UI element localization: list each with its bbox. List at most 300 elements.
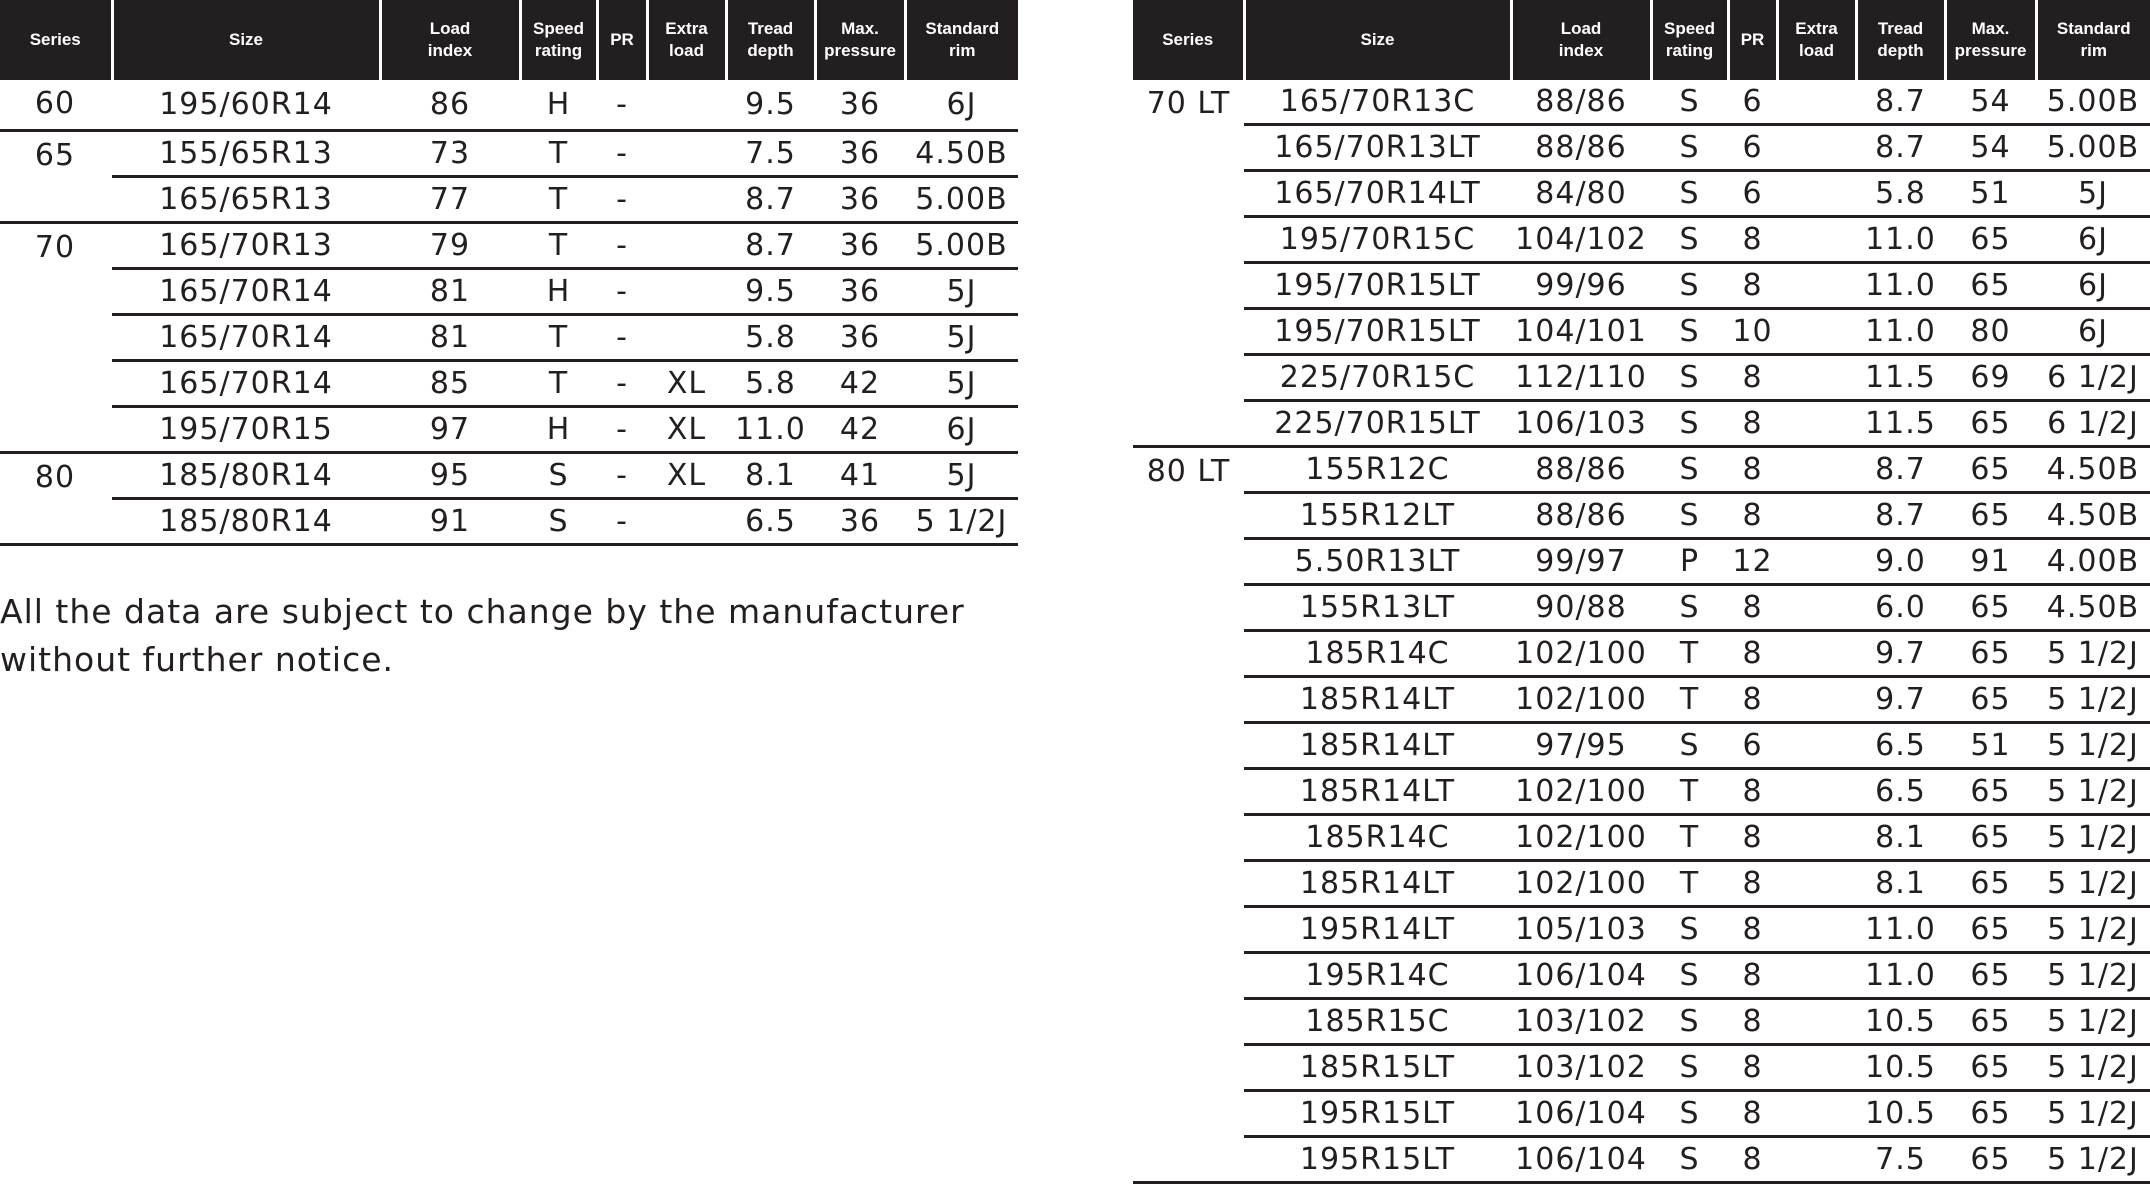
- size-cell: 155/65R13: [112, 131, 380, 177]
- tread-depth-cell: 9.5: [726, 80, 815, 131]
- table-row: [1133, 1137, 2150, 1183]
- pr-cell: 8: [1728, 1091, 1777, 1137]
- tread-depth-cell: 11.0: [1856, 953, 1945, 999]
- extra-load-cell: XL: [647, 407, 726, 453]
- standard-rim-cell: 5 1/2J: [2036, 677, 2150, 723]
- tread-depth-cell: 8.7: [1856, 125, 1945, 171]
- load-index-cell: 102/100: [1511, 677, 1651, 723]
- size-cell: 185R14LT: [1244, 769, 1511, 815]
- series-cell: 60: [0, 80, 112, 131]
- table-row: [0, 499, 1018, 545]
- speed-rating-cell: S: [1651, 125, 1728, 171]
- table-row: [0, 80, 1018, 131]
- extra-load-cell: [647, 177, 726, 223]
- max-pressure-cell: 41: [815, 453, 905, 499]
- tread-depth-cell: 8.7: [726, 223, 815, 269]
- extra-load-cell: [647, 223, 726, 269]
- load-index-cell: 106/104: [1511, 1091, 1651, 1137]
- load-index-cell: 77: [380, 177, 520, 223]
- extra-load-cell: [1777, 539, 1856, 585]
- load-index-cell: 86: [380, 80, 520, 131]
- extra-load-cell: [1777, 953, 1856, 999]
- pr-cell: -: [597, 177, 647, 223]
- standard-rim-cell: 4.00B: [2036, 539, 2150, 585]
- load-index-cell: 88/86: [1511, 493, 1651, 539]
- tire-spec-table-right: [1133, 0, 2150, 1184]
- size-cell: 185R14C: [1244, 631, 1511, 677]
- tread-depth-cell: 8.1: [1856, 815, 1945, 861]
- table-row: [1133, 1091, 2150, 1137]
- standard-rim-cell: 6 1/2J: [2036, 401, 2150, 447]
- standard-rim-cell: 4.50B: [2036, 493, 2150, 539]
- max-pressure-cell: 65: [1945, 953, 2036, 999]
- table-row: [0, 361, 1018, 407]
- size-cell: 185R14LT: [1244, 677, 1511, 723]
- load-index-cell: 106/103: [1511, 401, 1651, 447]
- extra-load-cell: XL: [647, 361, 726, 407]
- extra-load-cell: [1777, 815, 1856, 861]
- load-index-cell: 88/86: [1511, 447, 1651, 493]
- standard-rim-cell: 6J: [2036, 309, 2150, 355]
- max-pressure-cell: 36: [815, 315, 905, 361]
- table-row: [0, 407, 1018, 453]
- load-index-cell: 102/100: [1511, 631, 1651, 677]
- header-tread-depth: Tread depth: [1856, 0, 1945, 80]
- table-row: [1133, 447, 2150, 493]
- extra-load-cell: [1777, 1045, 1856, 1091]
- header-size: Size: [112, 0, 380, 80]
- table-row: [1133, 677, 2150, 723]
- max-pressure-cell: 65: [1945, 1045, 2036, 1091]
- extra-load-cell: [1777, 217, 1856, 263]
- pr-cell: -: [597, 453, 647, 499]
- size-cell: 195/70R15C: [1244, 217, 1511, 263]
- table-body: [1133, 80, 2150, 1183]
- speed-rating-cell: S: [1651, 1137, 1728, 1183]
- pr-cell: 8: [1728, 355, 1777, 401]
- header-extra-load: Extra load: [647, 0, 726, 80]
- max-pressure-cell: 65: [1945, 493, 2036, 539]
- tread-depth-cell: 8.7: [1856, 80, 1945, 125]
- tread-depth-cell: 8.7: [1856, 447, 1945, 493]
- standard-rim-cell: 5 1/2J: [2036, 861, 2150, 907]
- standard-rim-cell: 4.50B: [2036, 447, 2150, 493]
- max-pressure-cell: 65: [1945, 401, 2036, 447]
- extra-load-cell: [1777, 171, 1856, 217]
- max-pressure-cell: 42: [815, 361, 905, 407]
- tread-depth-cell: 11.0: [1856, 263, 1945, 309]
- standard-rim-cell: 5 1/2J: [2036, 1045, 2150, 1091]
- size-cell: 185R15C: [1244, 999, 1511, 1045]
- load-index-cell: 88/86: [1511, 125, 1651, 171]
- load-index-cell: 112/110: [1511, 355, 1651, 401]
- extra-load-cell: [647, 269, 726, 315]
- max-pressure-cell: 65: [1945, 861, 2036, 907]
- standard-rim-cell: 5 1/2J: [2036, 815, 2150, 861]
- size-cell: 225/70R15C: [1244, 355, 1511, 401]
- size-cell: 195R15LT: [1244, 1137, 1511, 1183]
- size-cell: 165/70R14: [112, 361, 380, 407]
- extra-load-cell: [1777, 1137, 1856, 1183]
- size-cell: 165/70R13LT: [1244, 125, 1511, 171]
- header-standard-rim: Standard rim: [905, 0, 1018, 80]
- table-row: [1133, 309, 2150, 355]
- speed-rating-cell: T: [1651, 815, 1728, 861]
- size-cell: 185R14LT: [1244, 723, 1511, 769]
- disclaimer-line: All the data are subject to change by the manufacturer: [0, 592, 965, 631]
- series-cell: 80 LT: [1133, 447, 1244, 1183]
- pr-cell: -: [597, 269, 647, 315]
- speed-rating-cell: T: [520, 223, 597, 269]
- speed-rating-cell: T: [1651, 677, 1728, 723]
- size-cell: 185/80R14: [112, 453, 380, 499]
- speed-rating-cell: H: [520, 269, 597, 315]
- speed-rating-cell: S: [1651, 80, 1728, 125]
- load-index-cell: 81: [380, 269, 520, 315]
- max-pressure-cell: 65: [1945, 907, 2036, 953]
- table-row: [1133, 815, 2150, 861]
- tread-depth-cell: 5.8: [726, 361, 815, 407]
- extra-load-cell: [647, 315, 726, 361]
- load-index-cell: 81: [380, 315, 520, 361]
- speed-rating-cell: S: [1651, 723, 1728, 769]
- speed-rating-cell: S: [1651, 953, 1728, 999]
- load-index-cell: 102/100: [1511, 861, 1651, 907]
- header-load-index: Load index: [380, 0, 520, 80]
- load-index-cell: 95: [380, 453, 520, 499]
- standard-rim-cell: 5 1/2J: [2036, 1091, 2150, 1137]
- speed-rating-cell: S: [1651, 999, 1728, 1045]
- extra-load-cell: [647, 499, 726, 545]
- speed-rating-cell: H: [520, 407, 597, 453]
- tread-depth-cell: 6.5: [1856, 769, 1945, 815]
- tread-depth-cell: 9.5: [726, 269, 815, 315]
- series-cell: 65: [0, 131, 112, 223]
- standard-rim-cell: 5J: [905, 315, 1018, 361]
- speed-rating-cell: S: [1651, 263, 1728, 309]
- size-cell: 185R14C: [1244, 815, 1511, 861]
- standard-rim-cell: 6J: [2036, 217, 2150, 263]
- table-row: [1133, 355, 2150, 401]
- size-cell: 185R14LT: [1244, 861, 1511, 907]
- header-series: Series: [0, 0, 112, 80]
- table-row: [1133, 1045, 2150, 1091]
- tread-depth-cell: 11.5: [1856, 401, 1945, 447]
- header-max-pressure: Max. pressure: [815, 0, 905, 80]
- tread-depth-cell: 8.7: [1856, 493, 1945, 539]
- speed-rating-cell: T: [1651, 769, 1728, 815]
- standard-rim-cell: 4.50B: [905, 131, 1018, 177]
- tread-depth-cell: 5.8: [726, 315, 815, 361]
- standard-rim-cell: 5.00B: [905, 177, 1018, 223]
- max-pressure-cell: 91: [1945, 539, 2036, 585]
- load-index-cell: 104/102: [1511, 217, 1651, 263]
- max-pressure-cell: 65: [1945, 1137, 2036, 1183]
- max-pressure-cell: 65: [1945, 769, 2036, 815]
- pr-cell: 8: [1728, 907, 1777, 953]
- tread-depth-cell: 10.5: [1856, 1045, 1945, 1091]
- pr-cell: 8: [1728, 769, 1777, 815]
- load-index-cell: 88/86: [1511, 80, 1651, 125]
- extra-load-cell: [1777, 585, 1856, 631]
- table-row: [1133, 125, 2150, 171]
- header-speed-rating: Speed rating: [1651, 0, 1728, 80]
- speed-rating-cell: S: [1651, 585, 1728, 631]
- tread-depth-cell: 8.1: [1856, 861, 1945, 907]
- pr-cell: 8: [1728, 447, 1777, 493]
- speed-rating-cell: P: [1651, 539, 1728, 585]
- standard-rim-cell: 5.00B: [2036, 125, 2150, 171]
- load-index-cell: 85: [380, 361, 520, 407]
- standard-rim-cell: 5J: [2036, 171, 2150, 217]
- table-row: [1133, 217, 2150, 263]
- tread-depth-cell: 10.5: [1856, 1091, 1945, 1137]
- tread-depth-cell: 11.0: [726, 407, 815, 453]
- table-row: [0, 223, 1018, 269]
- tread-depth-cell: 6.5: [726, 499, 815, 545]
- table-row: [0, 269, 1018, 315]
- header-series: Series: [1133, 0, 1244, 80]
- extra-load-cell: [647, 131, 726, 177]
- pr-cell: 6: [1728, 171, 1777, 217]
- speed-rating-cell: H: [520, 80, 597, 131]
- tread-depth-cell: 10.5: [1856, 999, 1945, 1045]
- standard-rim-cell: 5 1/2J: [2036, 1137, 2150, 1183]
- speed-rating-cell: S: [1651, 217, 1728, 263]
- pr-cell: -: [597, 499, 647, 545]
- size-cell: 195/70R15LT: [1244, 309, 1511, 355]
- speed-rating-cell: S: [1651, 309, 1728, 355]
- extra-load-cell: [1777, 907, 1856, 953]
- table-row: [1133, 585, 2150, 631]
- tread-depth-cell: 11.0: [1856, 309, 1945, 355]
- extra-load-cell: [1777, 999, 1856, 1045]
- speed-rating-cell: T: [520, 131, 597, 177]
- size-cell: 165/70R13C: [1244, 80, 1511, 125]
- max-pressure-cell: 65: [1945, 677, 2036, 723]
- standard-rim-cell: 5 1/2J: [2036, 907, 2150, 953]
- max-pressure-cell: 54: [1945, 80, 2036, 125]
- header-extra-load: Extra load: [1777, 0, 1856, 80]
- size-cell: 165/70R14: [112, 315, 380, 361]
- table-row: [1133, 953, 2150, 999]
- standard-rim-cell: 5J: [905, 453, 1018, 499]
- max-pressure-cell: 80: [1945, 309, 2036, 355]
- speed-rating-cell: T: [1651, 631, 1728, 677]
- size-cell: 155R12C: [1244, 447, 1511, 493]
- pr-cell: 6: [1728, 125, 1777, 171]
- load-index-cell: 105/103: [1511, 907, 1651, 953]
- extra-load-cell: [647, 80, 726, 131]
- speed-rating-cell: S: [1651, 447, 1728, 493]
- tread-depth-cell: 6.0: [1856, 585, 1945, 631]
- max-pressure-cell: 65: [1945, 1091, 2036, 1137]
- pr-cell: 8: [1728, 217, 1777, 263]
- tread-depth-cell: 9.0: [1856, 539, 1945, 585]
- pr-cell: -: [597, 361, 647, 407]
- standard-rim-cell: 5.00B: [905, 223, 1018, 269]
- speed-rating-cell: S: [1651, 1045, 1728, 1091]
- size-cell: 185R15LT: [1244, 1045, 1511, 1091]
- table-row: [0, 315, 1018, 361]
- pr-cell: 8: [1728, 861, 1777, 907]
- size-cell: 165/65R13: [112, 177, 380, 223]
- extra-load-cell: [1777, 355, 1856, 401]
- series-cell: 70 LT: [1133, 80, 1244, 447]
- pr-cell: -: [597, 407, 647, 453]
- standard-rim-cell: 6J: [905, 80, 1018, 131]
- disclaimer-line: without further notice.: [0, 640, 395, 679]
- tread-depth-cell: 11.0: [1856, 907, 1945, 953]
- tread-depth-cell: 8.1: [726, 453, 815, 499]
- standard-rim-cell: 5 1/2J: [2036, 631, 2150, 677]
- table-row: [1133, 769, 2150, 815]
- standard-rim-cell: 5 1/2J: [2036, 723, 2150, 769]
- table-row: [1133, 171, 2150, 217]
- extra-load-cell: XL: [647, 453, 726, 499]
- max-pressure-cell: 65: [1945, 447, 2036, 493]
- tread-depth-cell: 11.0: [1856, 217, 1945, 263]
- table-row: [1133, 999, 2150, 1045]
- size-cell: 5.50R13LT: [1244, 539, 1511, 585]
- header-pr: PR: [597, 0, 647, 80]
- max-pressure-cell: 51: [1945, 171, 2036, 217]
- standard-rim-cell: 4.50B: [2036, 585, 2150, 631]
- size-cell: 195/70R15LT: [1244, 263, 1511, 309]
- standard-rim-cell: 5J: [905, 361, 1018, 407]
- disclaimer-note: [0, 588, 1000, 684]
- max-pressure-cell: 36: [815, 177, 905, 223]
- load-index-cell: 103/102: [1511, 1045, 1651, 1091]
- speed-rating-cell: S: [1651, 493, 1728, 539]
- standard-rim-cell: 5 1/2J: [2036, 999, 2150, 1045]
- pr-cell: 8: [1728, 493, 1777, 539]
- pr-cell: 8: [1728, 263, 1777, 309]
- max-pressure-cell: 36: [815, 80, 905, 131]
- size-cell: 195/70R15: [112, 407, 380, 453]
- pr-cell: 8: [1728, 677, 1777, 723]
- max-pressure-cell: 65: [1945, 585, 2036, 631]
- pr-cell: 10: [1728, 309, 1777, 355]
- table-row: [1133, 861, 2150, 907]
- extra-load-cell: [1777, 447, 1856, 493]
- load-index-cell: 84/80: [1511, 171, 1651, 217]
- extra-load-cell: [1777, 631, 1856, 677]
- size-cell: 225/70R15LT: [1244, 401, 1511, 447]
- size-cell: 195R14C: [1244, 953, 1511, 999]
- table-row: [1133, 631, 2150, 677]
- pr-cell: 8: [1728, 815, 1777, 861]
- extra-load-cell: [1777, 309, 1856, 355]
- pr-cell: 8: [1728, 953, 1777, 999]
- tread-depth-cell: 9.7: [1856, 631, 1945, 677]
- extra-load-cell: [1777, 125, 1856, 171]
- extra-load-cell: [1777, 769, 1856, 815]
- max-pressure-cell: 36: [815, 131, 905, 177]
- table-row: [1133, 723, 2150, 769]
- table-row: [1133, 907, 2150, 953]
- table-row: [0, 131, 1018, 177]
- standard-rim-cell: 5J: [905, 269, 1018, 315]
- load-index-cell: 106/104: [1511, 1137, 1651, 1183]
- load-index-cell: 90/88: [1511, 585, 1651, 631]
- pr-cell: 8: [1728, 585, 1777, 631]
- header-speed-rating: Speed rating: [520, 0, 597, 80]
- standard-rim-cell: 5 1/2J: [2036, 769, 2150, 815]
- extra-load-cell: [1777, 493, 1856, 539]
- tread-depth-cell: 7.5: [1856, 1137, 1945, 1183]
- max-pressure-cell: 36: [815, 223, 905, 269]
- speed-rating-cell: S: [1651, 401, 1728, 447]
- standard-rim-cell: 6 1/2J: [2036, 355, 2150, 401]
- max-pressure-cell: 65: [1945, 217, 2036, 263]
- speed-rating-cell: S: [520, 499, 597, 545]
- standard-rim-cell: 5 1/2J: [2036, 953, 2150, 999]
- pr-cell: -: [597, 223, 647, 269]
- load-index-cell: 102/100: [1511, 815, 1651, 861]
- tread-depth-cell: 7.5: [726, 131, 815, 177]
- table-body: [0, 80, 1018, 545]
- standard-rim-cell: 5.00B: [2036, 80, 2150, 125]
- pr-cell: -: [597, 315, 647, 361]
- standard-rim-cell: 6J: [2036, 263, 2150, 309]
- load-index-cell: 106/104: [1511, 953, 1651, 999]
- speed-rating-cell: S: [520, 453, 597, 499]
- table-row: [0, 453, 1018, 499]
- header-tread-depth: Tread depth: [726, 0, 815, 80]
- extra-load-cell: [1777, 263, 1856, 309]
- size-cell: 165/70R14: [112, 269, 380, 315]
- header-load-index: Load index: [1511, 0, 1651, 80]
- table-row: [1133, 80, 2150, 125]
- standard-rim-cell: 6J: [905, 407, 1018, 453]
- extra-load-cell: [1777, 677, 1856, 723]
- header-max-pressure: Max. pressure: [1945, 0, 2036, 80]
- max-pressure-cell: 42: [815, 407, 905, 453]
- pr-cell: 6: [1728, 80, 1777, 125]
- load-index-cell: 99/97: [1511, 539, 1651, 585]
- speed-rating-cell: T: [520, 361, 597, 407]
- standard-rim-cell: 5 1/2J: [905, 499, 1018, 545]
- series-cell: 80: [0, 453, 112, 545]
- load-index-cell: 97: [380, 407, 520, 453]
- size-cell: 185/80R14: [112, 499, 380, 545]
- table-header: [1133, 0, 2150, 80]
- speed-rating-cell: T: [1651, 861, 1728, 907]
- pr-cell: 8: [1728, 1045, 1777, 1091]
- load-index-cell: 79: [380, 223, 520, 269]
- pr-cell: 8: [1728, 631, 1777, 677]
- pr-cell: 8: [1728, 1137, 1777, 1183]
- size-cell: 195/60R14: [112, 80, 380, 131]
- speed-rating-cell: S: [1651, 907, 1728, 953]
- speed-rating-cell: S: [1651, 171, 1728, 217]
- load-index-cell: 103/102: [1511, 999, 1651, 1045]
- size-cell: 195R15LT: [1244, 1091, 1511, 1137]
- size-cell: 155R13LT: [1244, 585, 1511, 631]
- header-size: Size: [1244, 0, 1511, 80]
- tread-depth-cell: 6.5: [1856, 723, 1945, 769]
- max-pressure-cell: 36: [815, 269, 905, 315]
- max-pressure-cell: 51: [1945, 723, 2036, 769]
- pr-cell: -: [597, 131, 647, 177]
- header-pr: PR: [1728, 0, 1777, 80]
- speed-rating-cell: S: [1651, 355, 1728, 401]
- load-index-cell: 91: [380, 499, 520, 545]
- header-standard-rim: Standard rim: [2036, 0, 2150, 80]
- table-row: [1133, 401, 2150, 447]
- table-header: [0, 0, 1018, 80]
